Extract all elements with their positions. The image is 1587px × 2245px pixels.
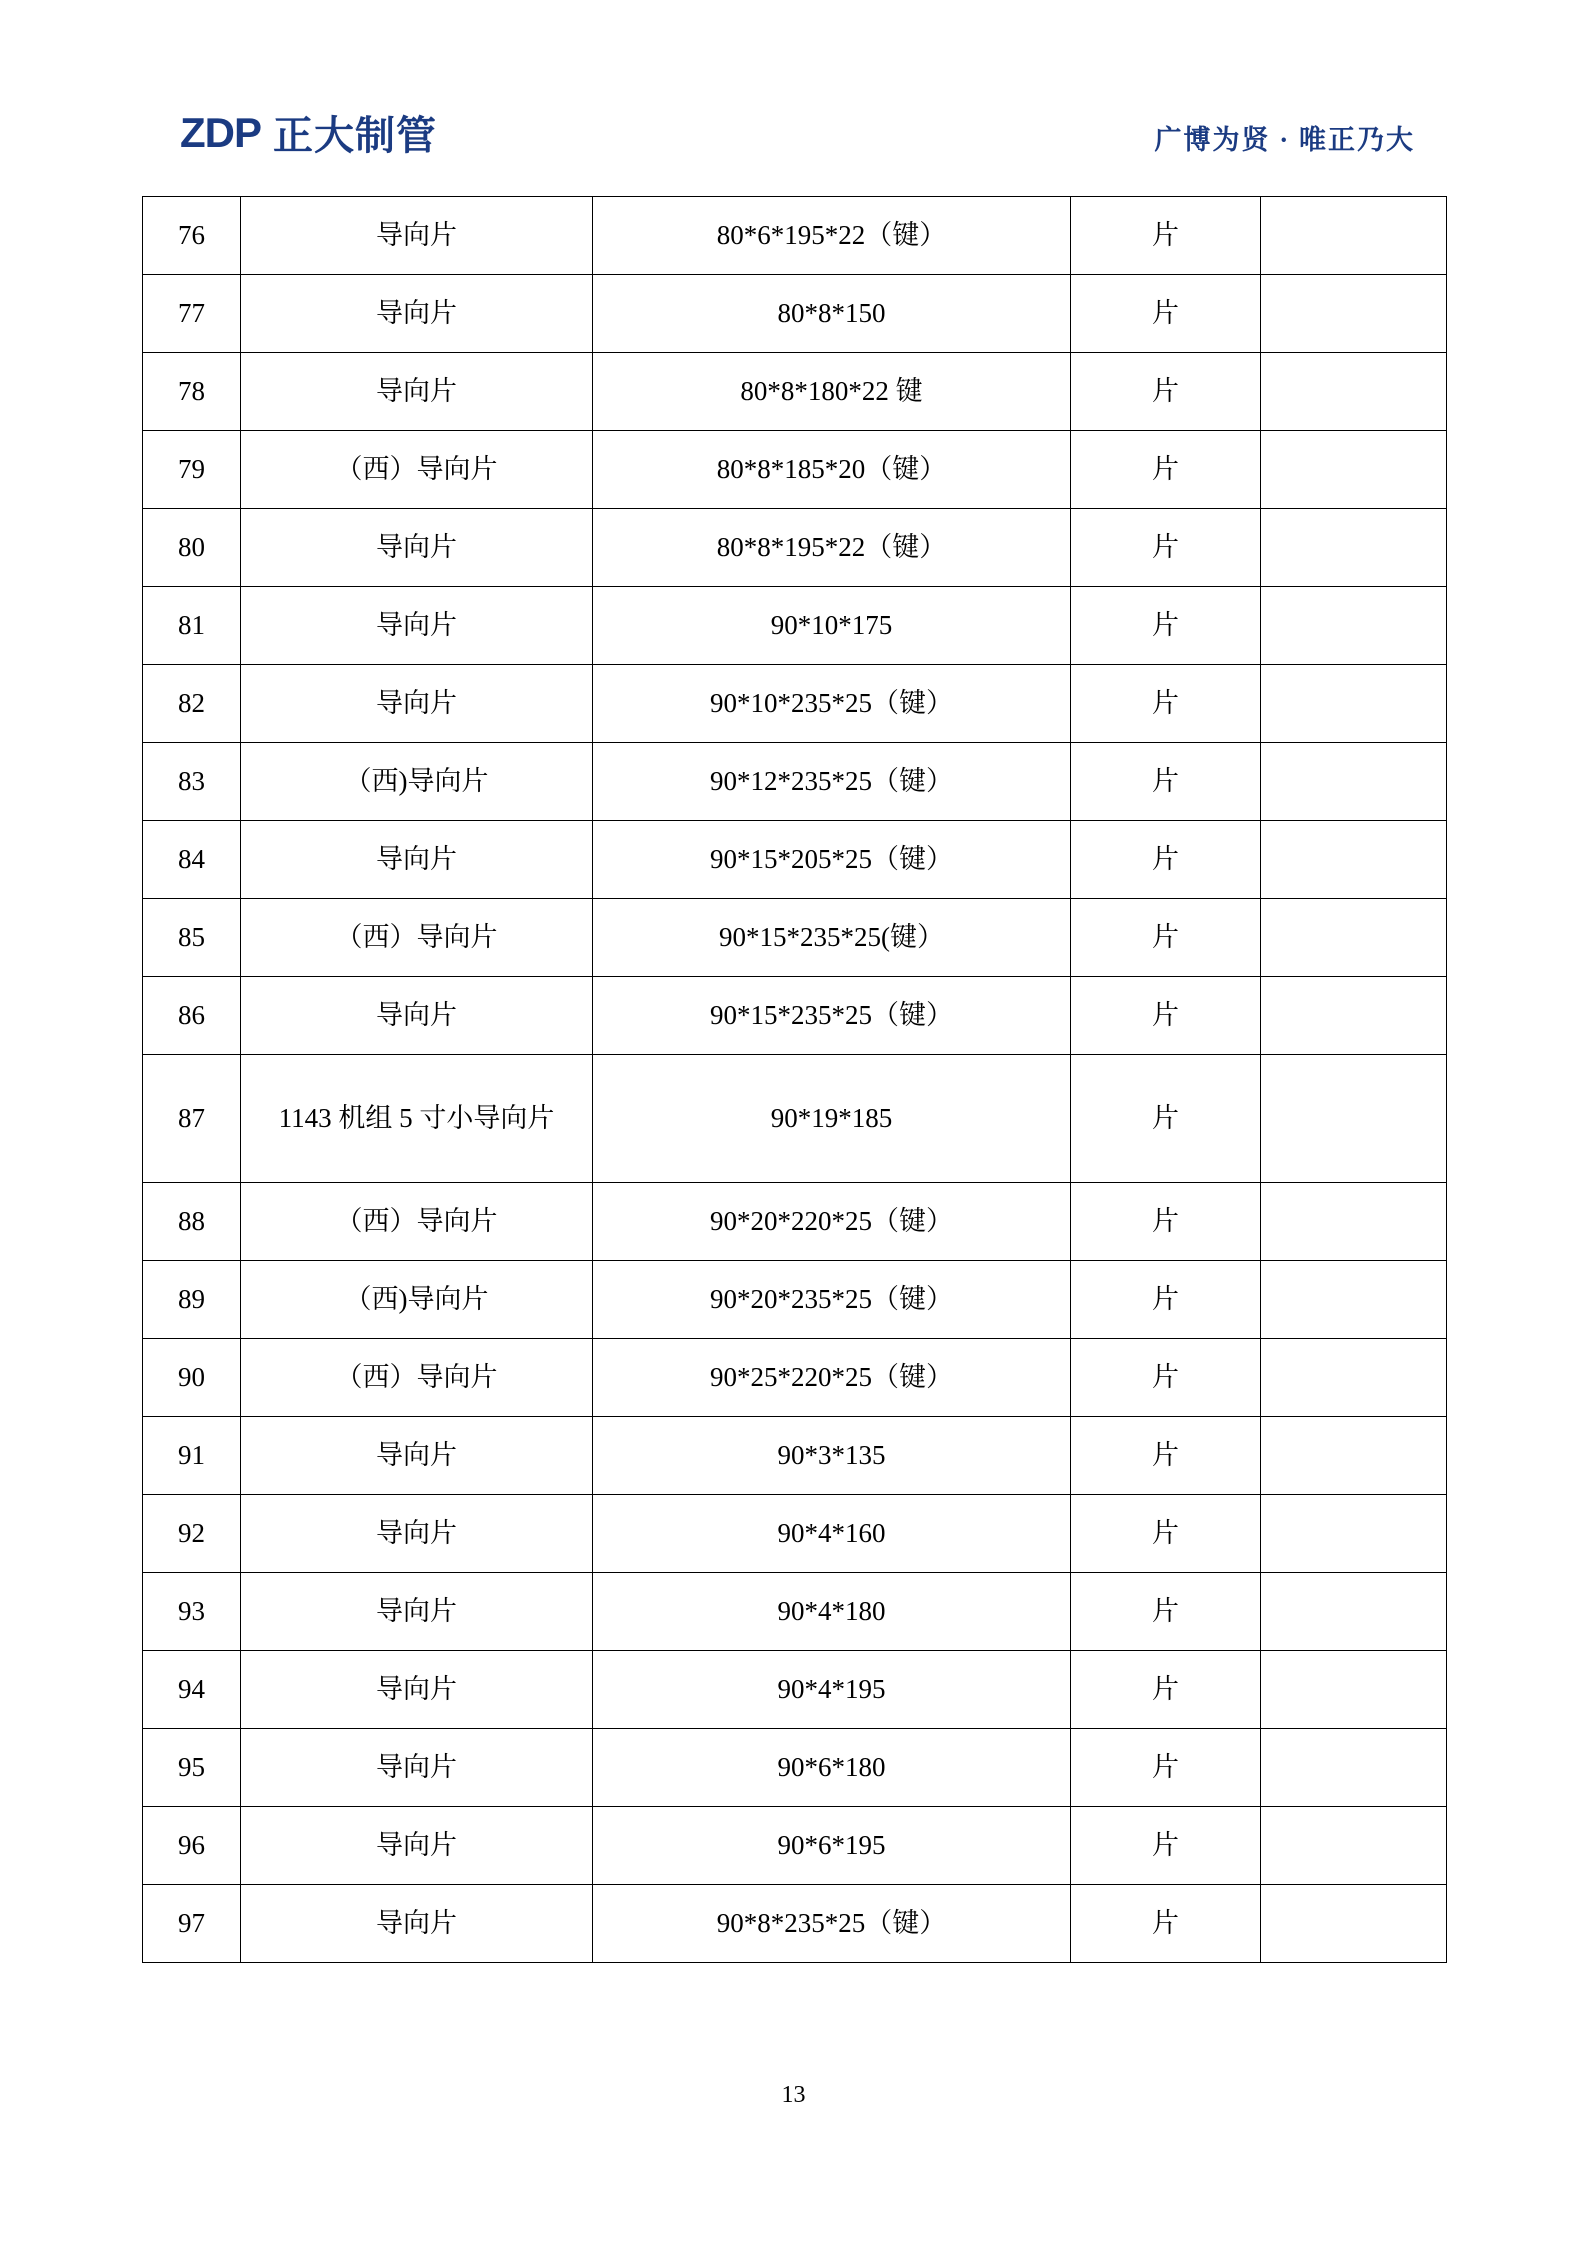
parts-table-container	[142, 196, 1446, 1963]
table-row	[143, 1807, 1447, 1885]
cell-unit: 片	[1071, 353, 1261, 431]
cell-index: 77	[143, 275, 241, 353]
cell-index: 94	[143, 1651, 241, 1729]
table-row	[143, 275, 1447, 353]
cell-index: 92	[143, 1495, 241, 1573]
cell-spec: 80*8*180*22 键	[593, 353, 1071, 431]
cell-spec: 80*8*195*22（键）	[593, 509, 1071, 587]
cell-unit: 片	[1071, 1885, 1261, 1963]
company-slogan: 广博为贤 · 唯正乃大	[1154, 125, 1415, 155]
cell-index: 85	[143, 899, 241, 977]
cell-index: 76	[143, 197, 241, 275]
cell-spec: 90*19*185	[593, 1055, 1071, 1183]
cell-name: 导向片	[241, 1573, 593, 1651]
cell-name: 导向片	[241, 275, 593, 353]
cell-spec: 90*6*180	[593, 1729, 1071, 1807]
cell-spec: 80*6*195*22（键）	[593, 197, 1071, 275]
table-row	[143, 977, 1447, 1055]
cell-index: 80	[143, 509, 241, 587]
company-logo	[178, 104, 437, 161]
cell-name: 导向片	[241, 821, 593, 899]
cell-spec: 90*15*205*25（键）	[593, 821, 1071, 899]
cell-unit: 片	[1071, 821, 1261, 899]
cell-note	[1261, 665, 1447, 743]
cell-name: 导向片	[241, 1807, 593, 1885]
cell-name: （西）导向片	[241, 431, 593, 509]
cell-name: 1143 机组 5 寸小导向片	[241, 1055, 593, 1183]
cell-note	[1261, 821, 1447, 899]
cell-unit: 片	[1071, 1261, 1261, 1339]
cell-name: 导向片	[241, 977, 593, 1055]
cell-name: 导向片	[241, 353, 593, 431]
cell-note	[1261, 1573, 1447, 1651]
cell-spec: 90*4*195	[593, 1651, 1071, 1729]
table-row	[143, 1495, 1447, 1573]
table-row	[143, 431, 1447, 509]
cell-name: 导向片	[241, 665, 593, 743]
cell-spec: 80*8*150	[593, 275, 1071, 353]
cell-note	[1261, 1417, 1447, 1495]
cell-spec: 90*3*135	[593, 1417, 1071, 1495]
parts-table-body	[143, 197, 1447, 1963]
cell-unit: 片	[1071, 1807, 1261, 1885]
cell-spec: 90*20*220*25（键）	[593, 1183, 1071, 1261]
table-row	[143, 1573, 1447, 1651]
cell-unit: 片	[1071, 509, 1261, 587]
cell-index: 91	[143, 1417, 241, 1495]
cell-unit: 片	[1071, 665, 1261, 743]
cell-index: 88	[143, 1183, 241, 1261]
cell-index: 79	[143, 431, 241, 509]
cell-note	[1261, 1495, 1447, 1573]
cell-note	[1261, 197, 1447, 275]
table-row	[143, 743, 1447, 821]
cell-name: 导向片	[241, 1651, 593, 1729]
cell-name: （西）导向片	[241, 1339, 593, 1417]
table-row	[143, 899, 1447, 977]
cell-name: （西）导向片	[241, 1183, 593, 1261]
cell-spec: 90*4*160	[593, 1495, 1071, 1573]
cell-spec: 90*25*220*25（键）	[593, 1339, 1071, 1417]
table-row	[143, 1055, 1447, 1183]
cell-note	[1261, 509, 1447, 587]
cell-unit: 片	[1071, 197, 1261, 275]
page-number: 13	[781, 2082, 806, 2108]
cell-note	[1261, 899, 1447, 977]
cell-index: 83	[143, 743, 241, 821]
cell-note	[1261, 977, 1447, 1055]
cell-unit: 片	[1071, 1729, 1261, 1807]
cell-unit: 片	[1071, 1183, 1261, 1261]
cell-name: 导向片	[241, 1495, 593, 1573]
cell-note	[1261, 1183, 1447, 1261]
cell-index: 96	[143, 1807, 241, 1885]
cell-spec: 90*15*235*25(键）	[593, 899, 1071, 977]
cell-name: 导向片	[241, 509, 593, 587]
cell-index: 81	[143, 587, 241, 665]
cell-index: 97	[143, 1885, 241, 1963]
cell-spec: 80*8*185*20（键）	[593, 431, 1071, 509]
cell-spec: 90*12*235*25（键）	[593, 743, 1071, 821]
cell-name: 导向片	[241, 1729, 593, 1807]
cell-index: 95	[143, 1729, 241, 1807]
cell-index: 90	[143, 1339, 241, 1417]
cell-spec: 90*4*180	[593, 1573, 1071, 1651]
cell-name: （西）导向片	[241, 899, 593, 977]
cell-note	[1261, 587, 1447, 665]
cell-index: 82	[143, 665, 241, 743]
cell-unit: 片	[1071, 1055, 1261, 1183]
cell-spec: 90*15*235*25（键）	[593, 977, 1071, 1055]
table-row	[143, 353, 1447, 431]
cell-spec: 90*20*235*25（键）	[593, 1261, 1071, 1339]
table-row	[143, 509, 1447, 587]
cell-name: （西)导向片	[241, 743, 593, 821]
table-row	[143, 665, 1447, 743]
table-row	[143, 1339, 1447, 1417]
cell-unit: 片	[1071, 1339, 1261, 1417]
table-row	[143, 1885, 1447, 1963]
cell-unit: 片	[1071, 275, 1261, 353]
table-row	[143, 1261, 1447, 1339]
cell-unit: 片	[1071, 1417, 1261, 1495]
cell-note	[1261, 1885, 1447, 1963]
cell-spec: 90*8*235*25（键）	[593, 1885, 1071, 1963]
table-row	[143, 1417, 1447, 1495]
cell-note	[1261, 1339, 1447, 1417]
cell-note	[1261, 275, 1447, 353]
cell-unit: 片	[1071, 977, 1261, 1055]
cell-unit: 片	[1071, 1573, 1261, 1651]
cell-unit: 片	[1071, 743, 1261, 821]
cell-unit: 片	[1071, 1651, 1261, 1729]
cell-spec: 90*6*195	[593, 1807, 1071, 1885]
table-row	[143, 1729, 1447, 1807]
cell-note	[1261, 1261, 1447, 1339]
cell-index: 78	[143, 353, 241, 431]
cell-index: 86	[143, 977, 241, 1055]
cell-index: 89	[143, 1261, 241, 1339]
table-row	[143, 587, 1447, 665]
cell-name: 导向片	[241, 1885, 593, 1963]
cell-index: 93	[143, 1573, 241, 1651]
cell-index: 87	[143, 1055, 241, 1183]
table-row	[143, 821, 1447, 899]
cell-note	[1261, 1055, 1447, 1183]
cell-unit: 片	[1071, 587, 1261, 665]
cell-note	[1261, 1729, 1447, 1807]
table-row	[143, 1183, 1447, 1261]
cell-name: 导向片	[241, 587, 593, 665]
cell-unit: 片	[1071, 899, 1261, 977]
cell-unit: 片	[1071, 431, 1261, 509]
cell-name: 导向片	[241, 197, 593, 275]
table-row	[143, 197, 1447, 275]
parts-table	[142, 196, 1447, 1963]
cell-spec: 90*10*235*25（键）	[593, 665, 1071, 743]
cell-unit: 片	[1071, 1495, 1261, 1573]
cell-note	[1261, 353, 1447, 431]
cell-note	[1261, 1807, 1447, 1885]
logo-text-chinese: 正大制管	[273, 114, 437, 158]
cell-note	[1261, 1651, 1447, 1729]
cell-note	[1261, 743, 1447, 821]
cell-index: 84	[143, 821, 241, 899]
logo-mark-zdp: ZDP	[180, 108, 261, 156]
cell-name: （西)导向片	[241, 1261, 593, 1339]
cell-note	[1261, 431, 1447, 509]
cell-name: 导向片	[241, 1417, 593, 1495]
cell-spec: 90*10*175	[593, 587, 1071, 665]
table-row	[143, 1651, 1447, 1729]
